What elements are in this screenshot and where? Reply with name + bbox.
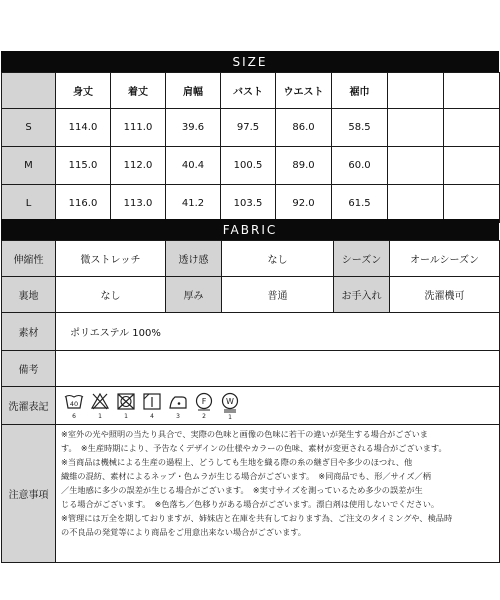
size-table [1,72,500,223]
notes-line: 繊維の混紡、素材によるネップ・色ムラが生じる場合がございます。 ※同商品でも、形／サイズ／柄 [61,471,431,481]
care-label: お手入れ [334,277,390,313]
size-cell: 41.2 [166,185,221,223]
no-bleach-icon [90,391,110,421]
dry-clean-f-icon [194,391,214,421]
wash-temp-label: 40 [69,399,79,408]
lining-label: 裏地 [2,277,56,313]
care-caption: 2 [202,412,206,420]
size-cell: 116.0 [56,185,111,223]
remarks-value [56,351,500,387]
size-header-row [2,73,500,109]
size-cell: 89.0 [276,147,332,185]
care-letter: W [226,396,234,406]
size-cell [388,147,444,185]
material-label: 素材 [2,313,56,351]
size-row [2,109,500,147]
size-cell [388,185,444,223]
size-cell: 58.5 [332,109,388,147]
lining-value: なし [56,277,166,313]
sheerness-label: 透け感 [166,241,222,277]
material-value: ポリエステル 100% [56,313,500,351]
thickness-value: 普通 [222,277,334,313]
care-caption: 3 [176,412,180,420]
size-cell [444,185,500,223]
size-cell: 100.5 [221,147,276,185]
size-banner-title: SIZE [232,54,268,69]
wet-clean-w-icon [220,391,240,421]
care-symbols-cell [56,387,500,425]
fabric-banner-title: FABRIC [222,222,278,237]
size-cell: 115.0 [56,147,111,185]
care-caption: 1 [228,413,232,421]
size-banner [1,51,499,72]
size-cell: 92.0 [276,185,332,223]
notes-row [2,425,500,563]
size-cell [444,109,500,147]
notes-line: ※当商品は機械による生産の過程上、どうしても生地を織る際の糸の継ぎ目や多少のほつれ、他 [61,457,413,467]
season-label: シーズン [334,241,390,277]
care-letter: F [201,396,207,406]
remarks-row [2,351,500,387]
size-label: L [2,185,56,223]
notes-line: の不良品の発覚等により商品をご用意出来ない場合がございます。 [61,527,306,537]
thickness-label: 厚み [166,277,222,313]
season-value: オールシーズン [390,241,500,277]
notes-label: 注意事項 [2,425,56,563]
care-caption: 4 [150,412,154,420]
size-row [2,185,500,223]
care-row [2,387,500,425]
care-caption: 6 [72,412,76,420]
no-tumble-dry-icon [116,391,136,421]
fabric-table [1,240,500,563]
size-col-header [444,73,500,109]
fabric-banner [1,219,499,240]
size-col-header: 裾巾 [332,73,388,109]
size-col-header: バスト [221,73,276,109]
notes-line: す。 ※生産時期により、予告なくデザインの仕様やカラーの色味、素材が変更される場合がございます。 [61,443,447,453]
size-label: M [2,147,56,185]
care-symbols [56,391,499,421]
size-cell: 61.5 [332,185,388,223]
size-label: S [2,109,56,147]
size-cell: 111.0 [111,109,166,147]
notes-line: ※室外の光や照明の当たり具合で、実際の色味と画像の色味に若干の違いが発生する場合がございま [61,429,428,439]
sheerness-value: なし [222,241,334,277]
size-col-header: 着丈 [111,73,166,109]
size-cell [444,147,500,185]
size-cell: 112.0 [111,147,166,185]
notes-line: じる場合がございます。 ※色落ち／色移りがある場合がございます。漂白剤は使用しないでください。 [61,499,440,509]
fabric-row-lining [2,277,500,313]
size-cell: 113.0 [111,185,166,223]
size-cell: 39.6 [166,109,221,147]
size-row [2,147,500,185]
care-symbols-label: 洗濯表記 [2,387,56,425]
iron-low-icon [168,391,188,421]
material-row [2,313,500,351]
notes-text [56,425,500,563]
size-cell: 86.0 [276,109,332,147]
care-caption: 1 [124,412,128,420]
remarks-label: 備考 [2,351,56,387]
size-col-header: 肩幅 [166,73,221,109]
size-col-header: ウエスト [276,73,332,109]
fabric-row-stretch [2,241,500,277]
wash-40-icon [64,391,84,421]
notes-line: ※管理には万全を期しておりますが、姉妹店と在庫を共有しております為、ご注文のタイミングや、検品時 [61,513,453,523]
size-cell: 40.4 [166,147,221,185]
care-caption: 1 [98,412,102,420]
size-corner-cell [2,73,56,109]
stretch-label: 伸縮性 [2,241,56,277]
line-dry-shade-icon [142,391,162,421]
care-value: 洗濯機可 [390,277,500,313]
size-cell: 60.0 [332,147,388,185]
notes-line: ／生地感に多少の誤差が生じる場合がございます。 ※実寸サイズを測っているため多少の誤差が生 [61,485,423,495]
size-col-header [388,73,444,109]
size-cell: 103.5 [221,185,276,223]
size-cell [388,109,444,147]
stretch-value: 微ストレッチ [56,241,166,277]
size-cell: 97.5 [221,109,276,147]
size-cell: 114.0 [56,109,111,147]
size-col-header: 身丈 [56,73,111,109]
